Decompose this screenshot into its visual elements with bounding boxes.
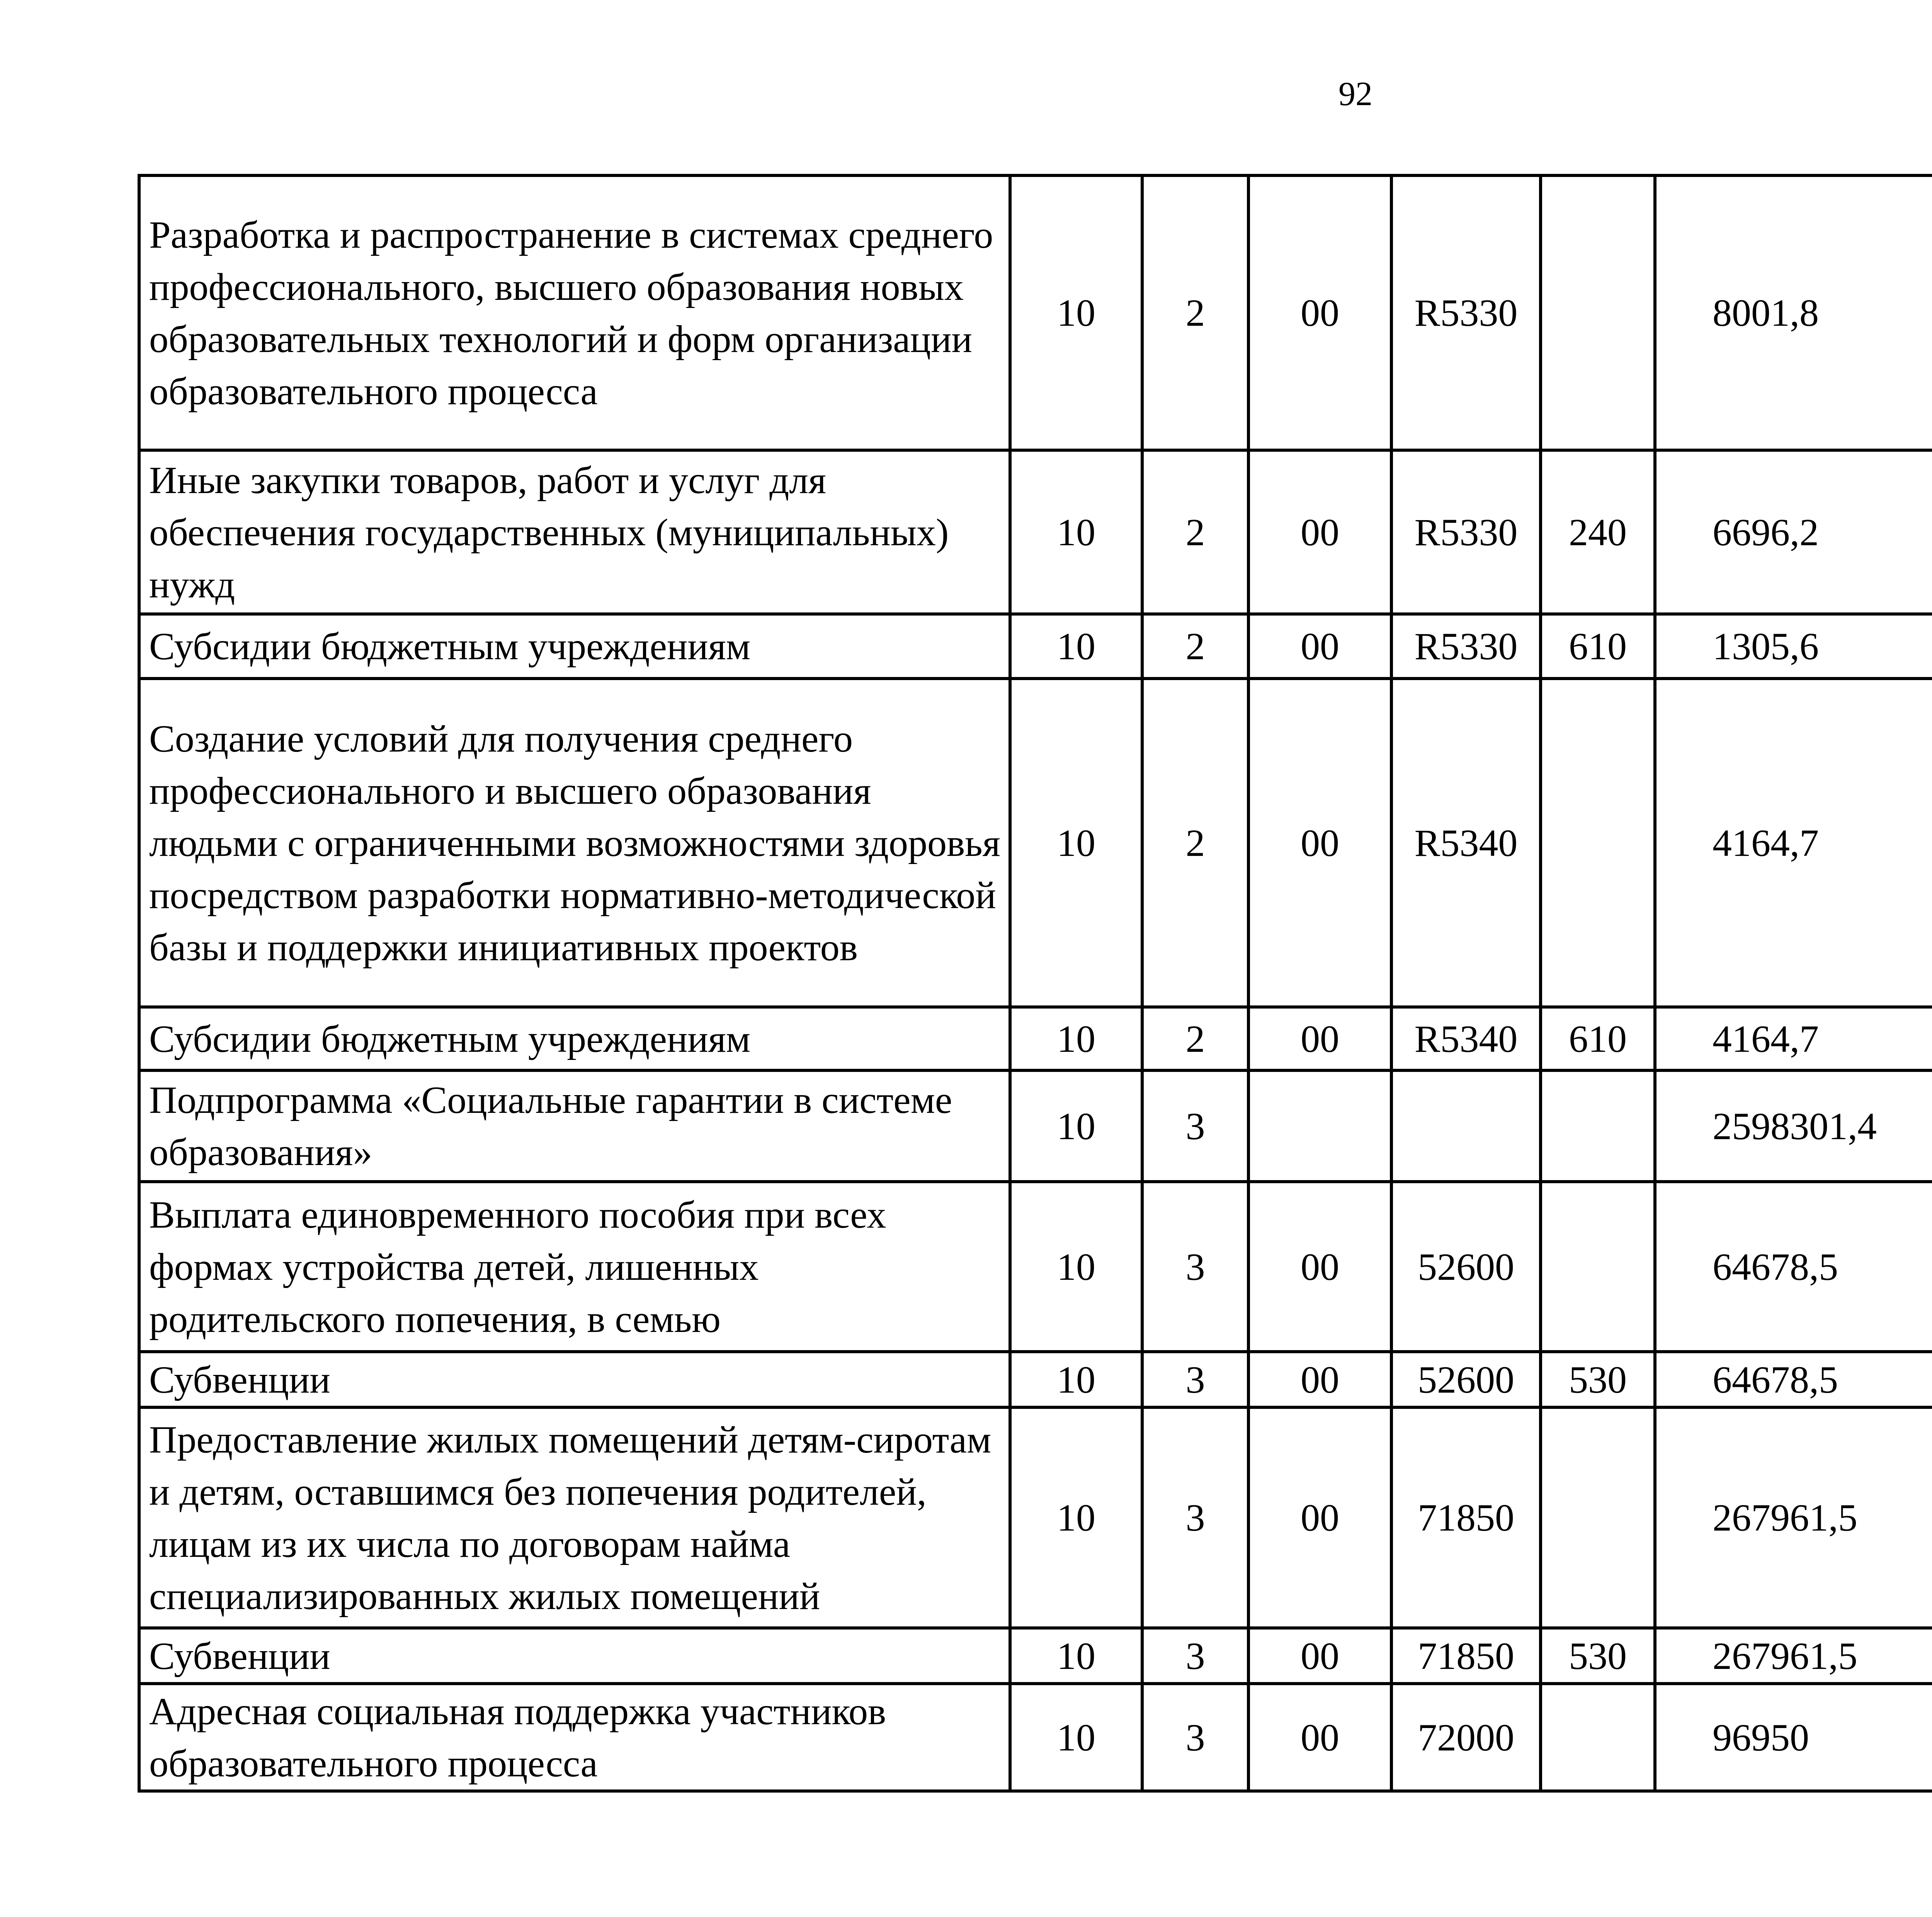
row-name: Субвенции [139,1628,1010,1684]
row-expense-type: 610 [1541,614,1655,679]
row-subsection: 3 [1142,1182,1248,1352]
row-expense-type [1541,679,1655,1007]
row-name: Выплата единовременного пособия при всех формах устройства детей, лишенных родительского попечения, в семью [139,1182,1010,1352]
row-subsection: 2 [1142,175,1248,450]
row-target-code: R5340 [1391,1007,1541,1070]
page-number: 92 [1338,75,1372,113]
row-expense-type [1541,1070,1655,1182]
row-program-code: 00 [1248,1007,1391,1070]
row-expense-type [1541,1182,1655,1352]
row-name: Подпрограмма «Социальные гарантии в системе образования» [139,1070,1010,1182]
row-program-code: 00 [1248,175,1391,450]
row-name: Субвенции [139,1352,1010,1407]
row-subsection: 3 [1142,1628,1248,1684]
row-target-code: R5330 [1391,175,1541,450]
row-subsection: 2 [1142,450,1248,614]
row-target-code: R5340 [1391,679,1541,1007]
row-program-code: 00 [1248,1182,1391,1352]
row-name: Создание условий для получения среднего профессионального и высшего образования людьми с ограниченными возможностями здоровья посредством разработки нормативно-методической базы и поддержки инициативных проектов [139,679,1010,1007]
row-amount-1: 267961,5 [1655,1628,1932,1684]
table-row [139,1070,1932,1182]
row-program-code: 00 [1248,1352,1391,1407]
row-subsection: 3 [1142,1352,1248,1407]
row-subsection: 2 [1142,679,1248,1007]
row-target-code: R5330 [1391,450,1541,614]
row-section: 10 [1010,1407,1142,1628]
row-program-code: 00 [1248,614,1391,679]
table-row [139,614,1932,679]
row-subsection: 2 [1142,1007,1248,1070]
row-amount-1: 4164,7 [1655,679,1932,1007]
row-subsection: 3 [1142,1070,1248,1182]
table-row [139,175,1932,450]
row-expense-type [1541,175,1655,450]
row-subsection: 2 [1142,614,1248,679]
row-amount-1: 1305,6 [1655,614,1932,679]
row-subsection: 3 [1142,1407,1248,1628]
row-program-code: 00 [1248,1628,1391,1684]
row-section: 10 [1010,1007,1142,1070]
row-target-code: 71850 [1391,1628,1541,1684]
table-row [139,1684,1932,1791]
row-section: 10 [1010,1684,1142,1791]
row-target-code: 71850 [1391,1407,1541,1628]
table-row [139,1407,1932,1628]
row-program-code: 00 [1248,1684,1391,1791]
row-expense-type: 530 [1541,1628,1655,1684]
row-amount-1: 64678,5 [1655,1352,1932,1407]
row-section: 10 [1010,450,1142,614]
row-name: Субсидии бюджетным учреждениям [139,1007,1010,1070]
row-target-code: 72000 [1391,1684,1541,1791]
table-row [139,1352,1932,1407]
row-amount-1: 6696,2 [1655,450,1932,614]
row-expense-type: 240 [1541,450,1655,614]
row-target-code [1391,1070,1541,1182]
row-section: 10 [1010,1352,1142,1407]
row-amount-1: 2598301,4 [1655,1070,1932,1182]
row-target-code: 52600 [1391,1182,1541,1352]
table-row [139,679,1932,1007]
row-program-code: 00 [1248,450,1391,614]
row-program-code [1248,1070,1391,1182]
row-program-code: 00 [1248,1407,1391,1628]
row-expense-type: 530 [1541,1352,1655,1407]
row-name: Адресная социальная поддержка участников образовательного процесса [139,1684,1010,1791]
row-section: 10 [1010,614,1142,679]
budget-table [138,174,1932,1793]
row-target-code: R5330 [1391,614,1541,679]
row-expense-type [1541,1684,1655,1791]
row-amount-1: 267961,5 [1655,1407,1932,1628]
row-name: Иные закупки товаров, работ и услуг для обеспечения государственных (муниципальных) нужд [139,450,1010,614]
table-row [139,450,1932,614]
table-row [139,1007,1932,1070]
row-amount-1: 8001,8 [1655,175,1932,450]
table-row [139,1182,1932,1352]
row-section: 10 [1010,1070,1142,1182]
row-expense-type: 610 [1541,1007,1655,1070]
row-section: 10 [1010,1628,1142,1684]
row-section: 10 [1010,175,1142,450]
row-target-code: 52600 [1391,1352,1541,1407]
row-expense-type [1541,1407,1655,1628]
row-program-code: 00 [1248,679,1391,1007]
row-name: Разработка и распространение в системах среднего профессионального, высшего образования новых образовательных технологий и форм организации образовательного процесса [139,175,1010,450]
table-row [139,1628,1932,1684]
row-amount-1: 4164,7 [1655,1007,1932,1070]
table-body [139,175,1932,1791]
row-name: Субсидии бюджетным учреждениям [139,614,1010,679]
row-name: Предоставление жилых помещений детям-сиротам и детям, оставшимся без попечения родителей, лицам из их числа по договорам найма специализированных жилых помещений [139,1407,1010,1628]
row-subsection: 3 [1142,1684,1248,1791]
row-section: 10 [1010,1182,1142,1352]
row-amount-1: 96950 [1655,1684,1932,1791]
row-amount-1: 64678,5 [1655,1182,1932,1352]
row-section: 10 [1010,679,1142,1007]
